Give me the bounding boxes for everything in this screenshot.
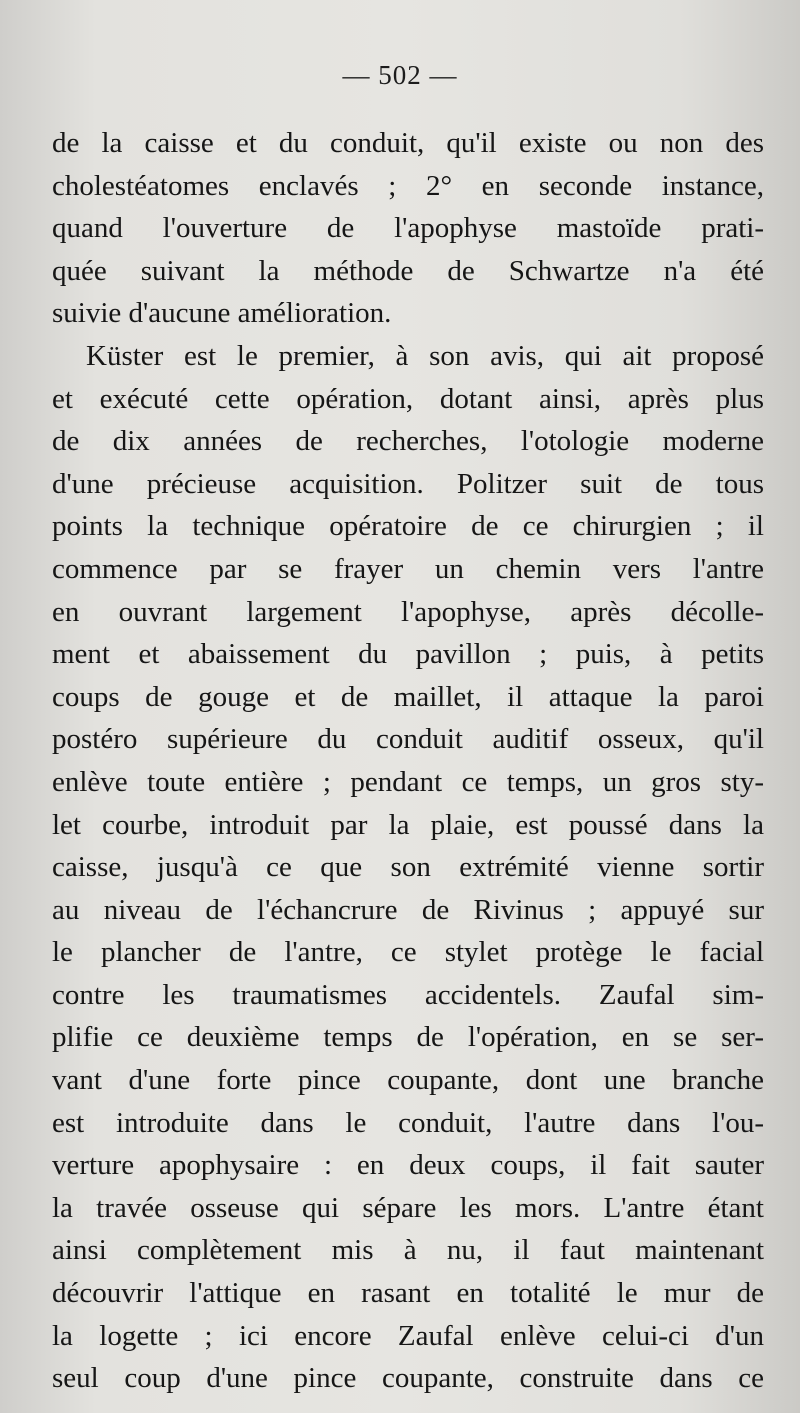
body-text <box>52 122 764 1400</box>
text-line: quand l'ouverture de l'apophyse mastoïde prati- <box>52 212 764 245</box>
text-line: enlève toute entière ; pendant ce temps, un gros sty- <box>52 765 764 798</box>
text-line: caisse, jusqu'à ce que son extrémité vienne sortir <box>52 851 764 884</box>
text-line: quée suivant la méthode de Schwartze n'a été <box>52 254 764 287</box>
text-line: cholestéatomes enclavés ; 2° en seconde instance, <box>52 169 764 202</box>
text-line: plifie ce deuxième temps de l'opération, en se ser- <box>52 1021 764 1054</box>
text-line: d'une précieuse acquisition. Politzer suit de tous <box>52 467 764 500</box>
text-line: de dix années de recherches, l'otologie moderne <box>52 425 764 458</box>
text-line: commence par se frayer un chemin vers l'antre <box>52 552 764 585</box>
text-line: découvrir l'attique en rasant en totalité le mur de <box>52 1277 764 1310</box>
text-line: le plancher de l'antre, ce stylet protège le facial <box>52 936 764 969</box>
text-line: ainsi complètement mis à nu, il faut maintenant <box>52 1234 764 1267</box>
text-line: let courbe, introduit par la plaie, est poussé dans la <box>52 808 764 841</box>
text-line: contre les traumatismes accidentels. Zaufal sim- <box>52 978 764 1011</box>
text-line: la travée osseuse qui sépare les mors. L'antre étant <box>52 1191 764 1224</box>
text-line: coups de gouge et de maillet, il attaque la paroi <box>52 680 764 713</box>
text-line: en ouvrant largement l'apophyse, après décolle- <box>52 595 764 628</box>
text-line: seul coup d'une pince coupante, construite dans ce <box>52 1362 764 1395</box>
text-line: vant d'une forte pince coupante, dont une branche <box>52 1064 764 1097</box>
text-line: et exécuté cette opération, dotant ainsi, après plus <box>52 382 764 415</box>
text-line: postéro supérieure du conduit auditif osseux, qu'il <box>52 723 764 756</box>
text-line: est introduite dans le conduit, l'autre dans l'ou- <box>52 1106 764 1139</box>
paragraph-start-line: Küster est le premier, à son avis, qui ait proposé <box>86 339 764 372</box>
text-line: suivie d'aucune amélioration. <box>52 297 392 330</box>
page-number: — 502 — <box>342 60 458 90</box>
text-line: points la technique opératoire de ce chirurgien ; il <box>52 510 764 543</box>
text-line: au niveau de l'échancrure de Rivinus ; appuyé sur <box>52 893 764 926</box>
text-line: ment et abaissement du pavillon ; puis, à petits <box>52 638 764 671</box>
text-line: de la caisse et du conduit, qu'il existe ou non des <box>52 127 764 159</box>
text-line: verture apophysaire : en deux coups, il fait sauter <box>52 1149 764 1182</box>
text-line: la logette ; ici encore Zaufal enlève celui-ci d'un <box>52 1319 764 1352</box>
